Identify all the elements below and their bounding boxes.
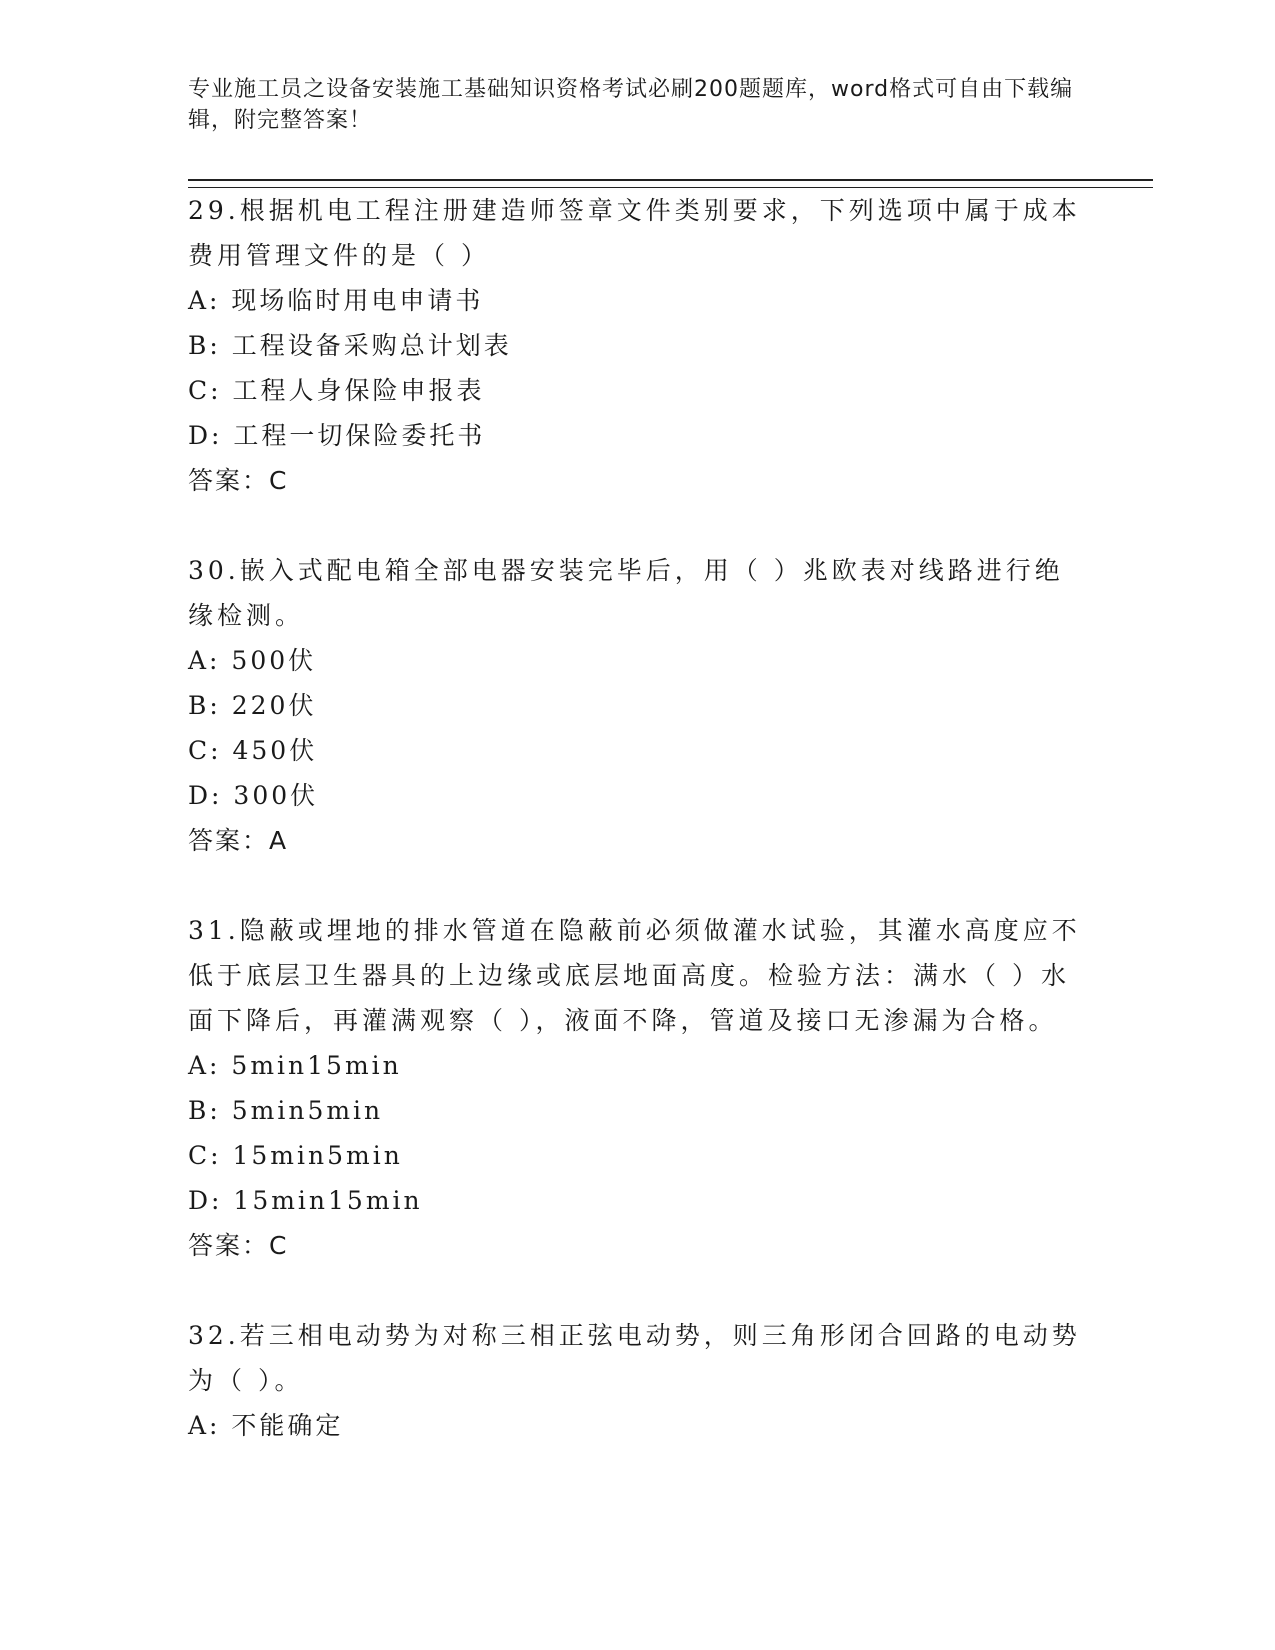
option-a: A: 不能确定 <box>188 1411 344 1440</box>
option-b: B: 5min5min <box>188 1096 384 1125</box>
option-c: C: 15min5min <box>188 1141 403 1170</box>
option-d: D: 工程一切保险委托书 <box>188 421 486 450</box>
option-b: B: 工程设备采购总计划表 <box>188 331 512 360</box>
option-d: D: 300伏 <box>188 781 319 810</box>
option-d: D: 15min15min <box>188 1186 423 1215</box>
question-29 <box>188 188 1088 503</box>
header-rule <box>188 179 1153 188</box>
option-b: B: 220伏 <box>188 691 317 720</box>
answer: 答案：C <box>188 466 289 495</box>
question-stem: 29.根据机电工程注册建造师签章文件类别要求，下列选项中属于成本费用管理文件的是（ ） <box>188 196 1081 270</box>
page-header: 专业施工员之设备安装施工基础知识资格考试必刷200题题库，word格式可自由下载编辑，附完整答案！ <box>188 77 1074 133</box>
question-list <box>188 188 1088 1493</box>
option-a: A: 500伏 <box>188 646 317 675</box>
question-30 <box>188 548 1088 863</box>
question-stem: 31.隐蔽或埋地的排水管道在隐蔽前必须做灌水试验，其灌水高度应不低于底层卫生器具的上边缘或底层地面高度。检验方法：满水（ ）水面下降后，再灌满观察（ ），液面不降，管道及接口无渗漏为合格。 <box>188 916 1081 1035</box>
option-c: C: 450伏 <box>188 736 318 765</box>
question-31 <box>188 908 1088 1268</box>
question-32 <box>188 1313 1088 1448</box>
option-a: A: 5min15min <box>188 1051 402 1080</box>
question-stem: 32.若三相电动势为对称三相正弦电动势，则三角形闭合回路的电动势为（ ）。 <box>188 1321 1081 1395</box>
answer: 答案：A <box>188 826 289 855</box>
question-stem: 30.嵌入式配电箱全部电器安装完毕后，用（ ）兆欧表对线路进行绝缘检测。 <box>188 556 1064 630</box>
answer: 答案：C <box>188 1231 289 1260</box>
option-a: A: 现场临时用电申请书 <box>188 286 484 315</box>
option-c: C: 工程人身保险申报表 <box>188 376 485 405</box>
